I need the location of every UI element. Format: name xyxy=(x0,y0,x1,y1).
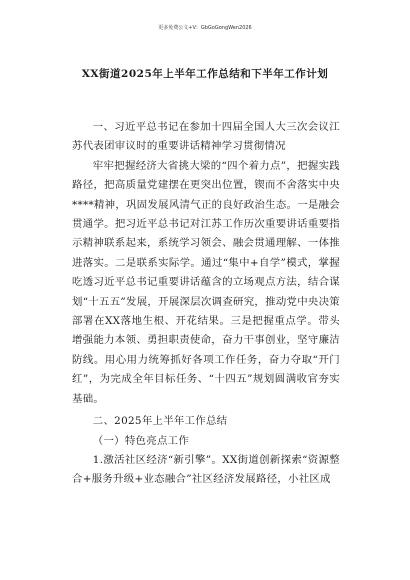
document-body xyxy=(72,118,340,490)
watermark-text: 更多免费公文+V：GbGoGongWen2026 xyxy=(158,25,252,31)
section-heading: 一、习近平总书记在参加十四届全国人大三次会议江苏代表团审议时的重要讲话精神学习贯彻情况 xyxy=(72,121,340,153)
document-title: XX街道2025年上半年工作总结和下半年工作计划 xyxy=(81,68,329,80)
body-paragraph: 牢牢把握经济大省挑大梁的“四个着力点”，把握实践路径，把高质量党建摆在更突出位置，锲而不舍落实中央****精神，巩固发展风清气正的良好政治生态。一是融会贯通学。把习近平总书记对江苏工作历次重要讲话重要指示精神联系起来，系统学习领会、融会贯通理解、一体推进落实。二是联系实际学。通过“集中+自学”模式，掌握吃透习近平总书记重要讲话蕴含的立场观点方法，结合谋划“十五五”发展，开展深层次调查研究，推动党中央决策部署在XX落地生根、开花结果。三是把握重点学。带头增强能力本领、勇担职责使命，奋力干事创业，坚守廉洁防线。用心用力统筹抓好各项工作任务，奋力夺取“开门红”，为完成全年目标任务、“十四五”规划圆满收官夯实基础。 xyxy=(72,159,340,405)
body-paragraph: 1.激活社区经济“新引擎”。XX街道创新探索“资源整合+服务升级+业态融合”社区经济发展路径，小社区成 xyxy=(72,453,340,486)
section-heading: 二、2025年上半年工作总结 xyxy=(92,415,228,428)
subsection-heading: （一）特色亮点工作 xyxy=(92,434,190,447)
